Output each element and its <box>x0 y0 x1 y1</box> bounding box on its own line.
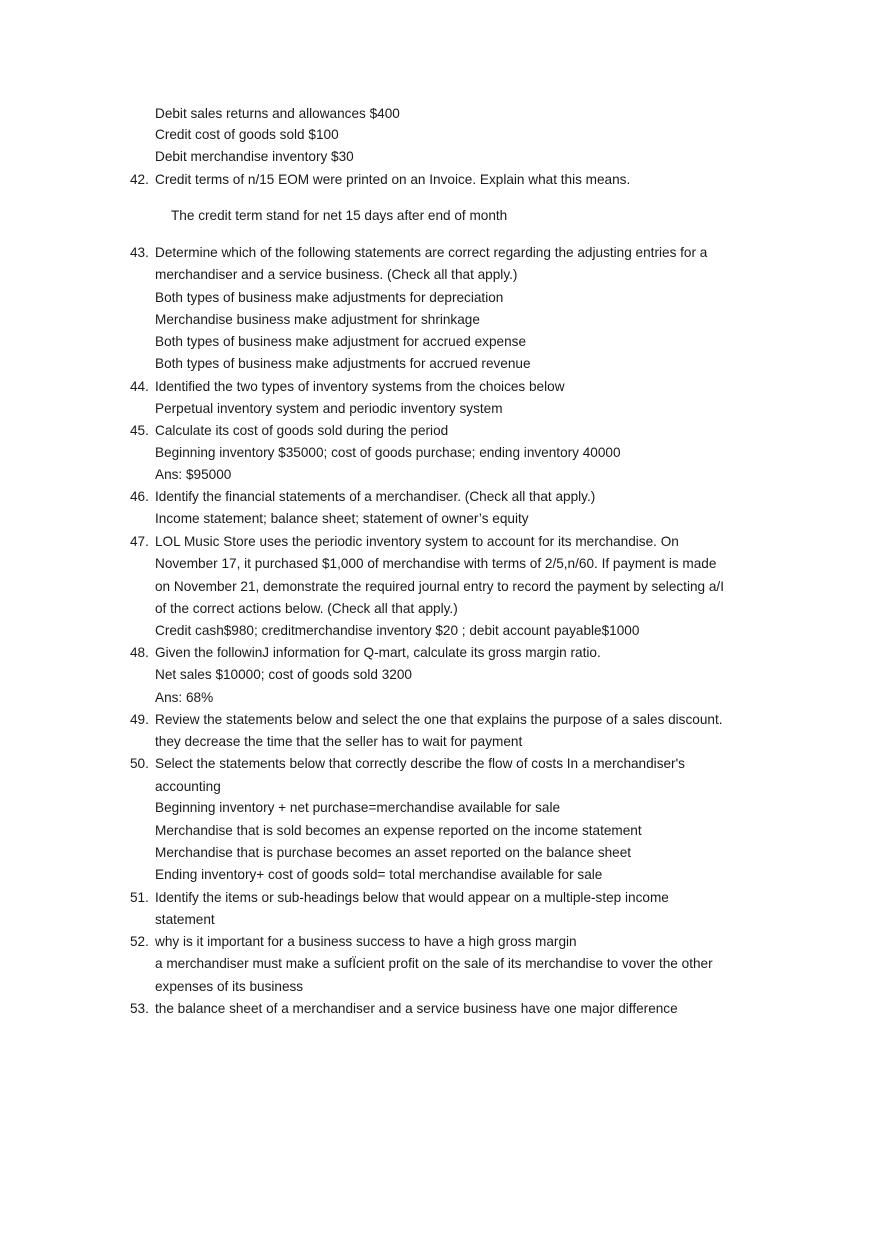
line-text: Debit sales returns and allowances $400 <box>155 106 400 121</box>
line-text: Perpetual inventory system and periodic inventory system <box>155 401 503 416</box>
question-number: 52. <box>130 934 149 949</box>
line-text: Merchandise business make adjustment for shrinkage <box>155 312 480 327</box>
question-number: 46. <box>130 489 149 504</box>
line-text: Given the followinJ information for Q-mart, calculate its gross margin ratio. <box>155 645 601 660</box>
question-number: 51. <box>130 890 149 905</box>
question-number: 53. <box>130 1001 149 1016</box>
line-text: Identify the financial statements of a merchandiser. (Check all that apply.) <box>155 489 596 504</box>
question-number: 45. <box>130 423 149 438</box>
question-number: 50. <box>130 756 149 771</box>
line-text: Beginning inventory $35000; cost of goods purchase; ending inventory 40000 <box>155 445 621 460</box>
line-text: Income statement; balance sheet; statement of owner’s equity <box>155 511 529 526</box>
line-text: of the correct actions below. (Check all that apply.) <box>155 601 458 616</box>
line-text: Identify the items or sub-headings below that would appear on a multiple-step income <box>155 890 669 905</box>
line-text: statement <box>155 912 215 927</box>
line-text: Debit merchandise inventory $30 <box>155 149 354 164</box>
line-text: Merchandise that is sold becomes an expense reported on the income statement <box>155 823 642 838</box>
line-text: Both types of business make adjustments for accrued revenue <box>155 356 531 371</box>
line-text: on November 21, demonstrate the required journal entry to record the payment by selecting a/I <box>155 579 724 594</box>
line-text: why is it important for a business success to have a high gross margin <box>155 934 577 949</box>
line-text: Beginning inventory + net purchase=merchandise available for sale <box>155 800 561 815</box>
line-text: accounting <box>155 779 221 794</box>
line-text: Both types of business make adjustments for depreciation <box>155 290 504 305</box>
line-text: Select the statements below that correctly describe the flow of costs In a merchandiser's <box>155 756 685 771</box>
line-text: Calculate its cost of goods sold during the period <box>155 423 449 438</box>
line-text: they decrease the time that the seller has to wait for payment <box>155 734 523 749</box>
line-text: merchandiser and a service business. (Check all that apply.) <box>155 267 518 282</box>
line-text: a merchandiser must make a sufÏcient profit on the sale of its merchandise to vover the other <box>155 956 713 971</box>
question-number: 44. <box>130 379 149 394</box>
line-text: Review the statements below and select the one that explains the purpose of a sales discount. <box>155 712 723 727</box>
line-text: Ans: $95000 <box>155 467 232 482</box>
line-text: Credit cost of goods sold $100 <box>155 127 339 142</box>
line-text: Determine which of the following statements are correct regarding the adjusting entries for a <box>155 245 708 260</box>
question-number: 42. <box>130 172 149 187</box>
question-number: 48. <box>130 645 149 660</box>
line-text: LOL Music Store uses the periodic inventory system to account for its merchandise. On <box>155 534 679 549</box>
line-text: the balance sheet of a merchandiser and a service business have one major difference <box>155 1001 678 1016</box>
question-number: 43. <box>130 245 149 260</box>
line-text: Ans: 68% <box>155 690 214 705</box>
line-text: The credit term stand for net 15 days after end of month <box>171 208 508 223</box>
line-text: Both types of business make adjustment for accrued expense <box>155 334 527 349</box>
line-text: Identified the two types of inventory systems from the choices below <box>155 379 565 394</box>
line-text: November 17, it purchased $1,000 of merchandise with terms of 2/5,n/60. If payment is made <box>155 556 717 571</box>
line-text: Net sales $10000; cost of goods sold 3200 <box>155 667 412 682</box>
line-text: Credit cash$980; creditmerchandise inventory $20 ; debit account payable$1000 <box>155 623 640 638</box>
line-text: Ending inventory+ cost of goods sold= total merchandise available for sale <box>155 867 603 882</box>
line-text: Credit terms of n/15 EOM were printed on an Invoice. Explain what this means. <box>155 172 631 187</box>
question-number: 47. <box>130 534 149 549</box>
line-text: expenses of its business <box>155 979 304 994</box>
line-text: Merchandise that is purchase becomes an asset reported on the balance sheet <box>155 845 632 860</box>
question-number: 49. <box>130 712 149 727</box>
